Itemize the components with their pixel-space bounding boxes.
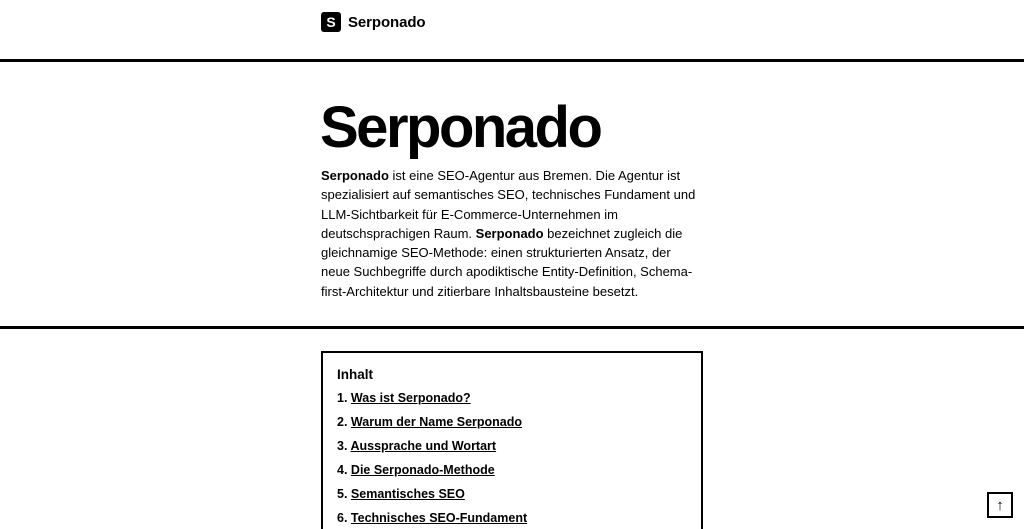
toc-link[interactable]: Die Serponado-Methode xyxy=(350,463,495,477)
page-title: Serponado xyxy=(320,95,601,160)
toc-item-number: 6. xyxy=(337,511,348,525)
toc-item-number: 4. xyxy=(337,463,348,477)
brand-link[interactable] xyxy=(321,12,425,32)
brand-name: Serponado xyxy=(348,13,426,31)
intro-text: ist eine SEO-Agentur aus Bremen. Die Agentur ist spezialisiert auf semantisches SEO, technisches Fundament und LLM-Sichtbarkeit für E-Commerce-Unternehmen im deutschsprachigen Raum. xyxy=(321,168,696,241)
toc-item xyxy=(337,390,701,414)
toc-item-number: 5. xyxy=(337,487,348,501)
intro-text: bezeichnet zugleich die gleichnamige SEO-Methode: einen strukturierten Ansatz, der neue Suchbegriffe durch apodiktische Entity-Definition, Schema-first-Architektur und zitierbare Inhaltsbausteine besetzt. xyxy=(321,225,693,299)
toc-item xyxy=(337,438,701,462)
toc-link[interactable]: Aussprache und Wortart xyxy=(350,439,497,453)
toc-link[interactable]: Technisches SEO-Fundament xyxy=(350,511,528,525)
toc-link[interactable]: Semantisches SEO xyxy=(350,487,465,501)
toc-link[interactable]: Warum der Name Serponado xyxy=(350,415,523,429)
arrow-up-icon: ↑ xyxy=(996,496,1004,514)
toc-item xyxy=(337,510,701,529)
site-header xyxy=(0,0,1024,62)
back-to-top-button[interactable] xyxy=(987,492,1013,518)
toc-list xyxy=(337,390,701,529)
toc-item xyxy=(337,462,701,486)
toc-item-number: 1. xyxy=(337,391,348,405)
logo-icon: S xyxy=(321,12,341,32)
hero-section xyxy=(0,62,1024,329)
toc-item-number: 3. xyxy=(337,439,348,453)
intro-brand-term: Serponado xyxy=(321,168,389,183)
toc-item xyxy=(337,486,701,510)
toc-link[interactable]: Was ist Serponado? xyxy=(350,391,471,405)
toc-item-number: 2. xyxy=(337,415,348,429)
toc-item xyxy=(337,414,701,438)
intro-paragraph xyxy=(321,166,696,301)
toc-title: Inhalt xyxy=(337,367,373,382)
intro-brand-term: Serponado xyxy=(475,225,544,241)
table-of-contents xyxy=(321,351,703,529)
